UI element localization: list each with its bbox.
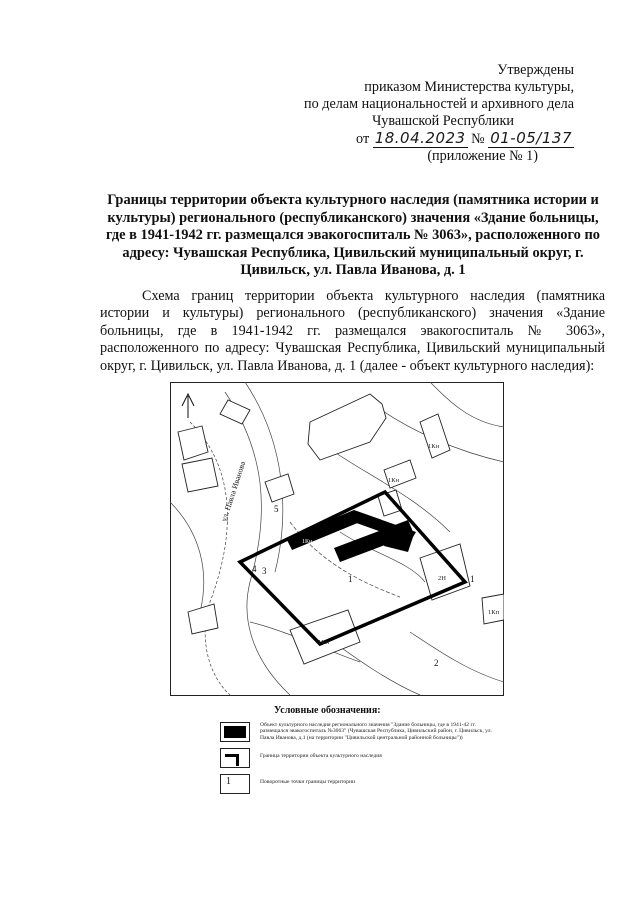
point-label-1: 1 <box>470 574 475 584</box>
legend-text-heritage: Объект культурного наследия регионального значения "Здание больницы, где в 1941-42 гг. размещался эвакогоспиталь №3063" (Чувашская Республика, Цивильский район, г. Цивильск, ул. Павла Иванова, д.1 (на территории "Цивильской центральной районной больницы")) <box>260 722 492 741</box>
legend-text-points: Поворотные точки границы территории <box>260 779 355 785</box>
approval-line-4: Чувашской Республики <box>372 113 514 129</box>
boundary-line-icon <box>220 748 250 768</box>
legend-row-points <box>220 774 500 794</box>
appendix-label: (приложение № 1) <box>427 148 538 164</box>
legend-title: Условные обозначения: <box>274 705 381 716</box>
boundary-scheme-map <box>170 382 504 696</box>
point-label-3: 3 <box>262 566 267 576</box>
number-prefix: № <box>471 131 485 147</box>
turning-point-icon: 1 <box>220 774 250 794</box>
legend <box>220 705 500 800</box>
approval-block <box>254 62 574 165</box>
map-building-label: 1Кн <box>388 477 400 484</box>
point-label-inner: 1 <box>348 574 353 584</box>
order-number: 01-05/137 <box>490 129 572 147</box>
order-date: 18.04.2023 <box>374 129 466 147</box>
intro-paragraph: Схема границ территории объекта культурного наследия (памятника истории и культуры) регионального (республиканского) значения «Здание больницы, где в 1941-1942 гг. размещался эвакогоспиталь № 3063», расположенного по адресу: Чувашская Республика, Цивильский муниципальный округ, г. Цивильск, ул. Павла Иванова, д. 1 (далее - объект культурного наследия): <box>100 288 605 374</box>
map-building-label: 2Н <box>438 575 446 582</box>
point-label-4: 4 <box>252 564 257 574</box>
street-label: ул. Павла Иванова <box>219 460 248 523</box>
map-building-label: 1Кн <box>318 639 330 646</box>
document-title: Границы территории объекта культурного наследия (памятника истории и культуры) регионального (республиканского) значения «Здание больницы, где в 1941-1942 гг. размещался эвакогоспиталь № 3063», расположенного по адресу: Чувашская Республика, Цивильский муниципальный округ, г. Цивильск, ул. Павла Иванова, д. 1 <box>106 192 600 279</box>
approval-line-1: Утверждены <box>497 62 574 78</box>
legend-row-heritage <box>220 722 500 742</box>
svg-text:2Кн: 2Кн <box>350 526 361 532</box>
from-prefix: от <box>356 131 370 147</box>
approval-order-line <box>254 130 574 148</box>
point-label-5: 5 <box>274 504 279 514</box>
map-building-label: 1Кн <box>428 443 440 450</box>
legend-row-boundary <box>220 748 500 768</box>
approval-line-2: приказом Министерства культуры, <box>364 79 574 95</box>
point-label-2: 2 <box>434 658 439 668</box>
heritage-object-icon <box>220 722 250 742</box>
legend-text-boundary: Граница территории объекта культурного наследия <box>260 753 382 759</box>
heritage-building <box>286 510 416 562</box>
svg-text:1Кн: 1Кн <box>302 539 313 545</box>
north-arrow-icon <box>182 394 194 418</box>
approval-line-3: по делам национальностей и архивного дела <box>304 96 574 112</box>
map-building-label: 1Кп <box>488 609 500 616</box>
